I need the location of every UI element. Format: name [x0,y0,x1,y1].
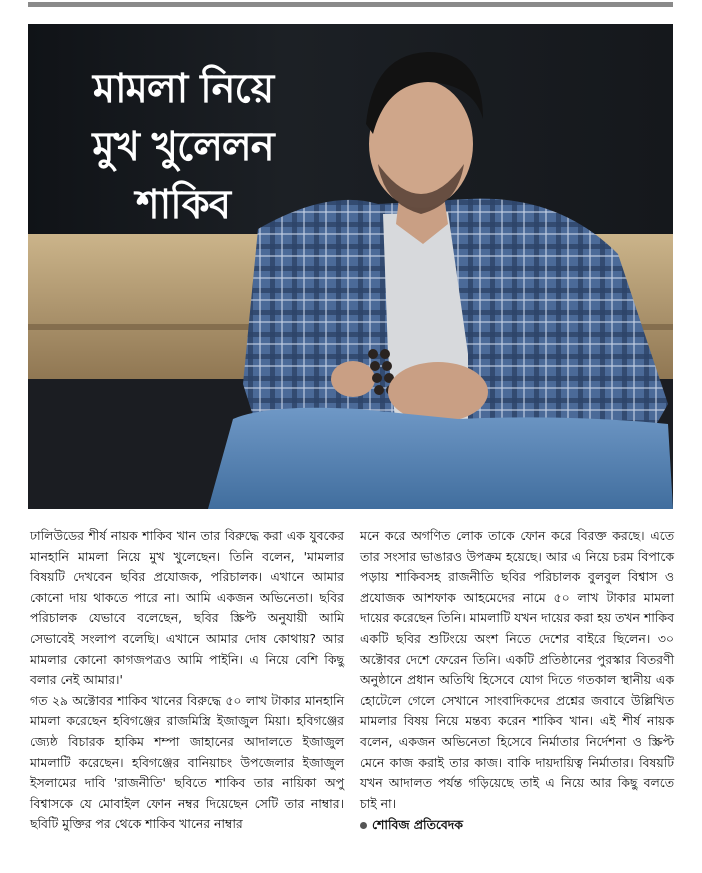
hand [388,362,488,422]
headline-line-3: শাকিব [136,182,230,228]
paragraph: ঢালিউডের শীর্ষ নায়ক শাকিব খান তার বিরুদ্ধে করা এক যুবকের মানহানি মামলা নিয়ে মুখ খুলেছেন। তিনি বলেন, 'মামলার বিষয়টি দেখবেন ছবির প্রযোজক, পরিচালক। এখানে আমার কোনো দায় থাকতে পারে না। আমি একজন অভিনেতা। ছবির পরিচালক যেভাবে বলেছেন, ছবির স্ক্রিপ্ট অনুযায়ী আমি সেভাবেই সংলাপ বলেছি। এখানে আমার দোষ কোথায়? আর মামলার কোনো কাগজপত্রও আমি পাইনি। এ নিয়ে বেশি কিছু বলার নেই আমার।' [30,528,344,688]
top-rule [28,2,673,7]
article-body [30,526,675,866]
byline [360,815,674,836]
paragraph: মনে করে অগণিত লোক তাকে ফোন করে বিরক্ত করছে। এতে তার সংসার ভাঙারও উপক্রম হয়েছে। আর এ নিয়ে চরম বিপাকে পড়ায় শাকিবসহ রাজনীতি ছবির পরিচালক বুলবুল বিশ্বাস ও প্রযোজক আশফাক আহমেদের নামে ৫০ লাখ টাকার মামলা দায়ের করেছেন তিনি। মামলাটি যখন দায়ের করা হয় তখন শাকিব একটি ছবির শুটিংয়ে অংশ নিতে দেশের বাইরে ছিলেন। ৩০ অক্টোবর দেশে ফেরেন তিনি। একটি প্রতিষ্ঠানের পুরস্কার বিতরণী অনুষ্ঠানে প্রধান অতিথি হিসেবে যোগ দিতে গতকাল স্থানীয় এক হোটেলে গেলে সেখানে সাংবাদিকদের প্রশ্নের জবাবে উল্লিখিত মামলার বিষয় নিয়ে মন্তব্য করেন শাকিব খান। এই শীর্ষ নায়ক বলেন, একজন অভিনেতা হিসেবে নির্মাতার নির্দেশনা ও স্ক্রিপ্ট মেনে কাজ করাই তার কাজ। বাকি দায়দায়িত্ব নির্মাতার। বিষয়টি যখন আদালত পর্যন্ত গড়িয়েছে তাই এ নিয়ে আর কিছু বলতে চাই না। [360,528,674,811]
byline-text: শোবিজ প্রতিবেদক [372,817,463,833]
headline-line-1: মামলা নিয়ে [92,66,274,112]
jeans [208,408,673,509]
article-column-1 [30,526,344,866]
article-photo [28,24,673,509]
headline-line-2: মুখ খুলেলন [92,124,274,170]
bullet-icon [360,822,367,829]
headline [68,60,298,234]
article-column-2 [360,526,674,866]
paragraph: গত ২৯ অক্টোবর শাকিব খানের বিরুদ্ধে ৫০ লাখ টাকার মানহানি মামলা করেছেন হবিগঞ্জের রাজমিস্ত্রি ইজাজুল মিয়া। হবিগঞ্জের জ্যেষ্ঠ বিচারক হাকিম শম্পা জাহানের আদালতে ইজাজুল মামলাটি করেছেন। হবিগঞ্জের বানিয়াচং উপজেলার ইজাজুল ইসলামের দাবি 'রাজনীতি' ছবিতে শাকিব তার নায়িকা অপু বিশ্বাসকে যে মোবাইল ফোন নম্বর দিয়েছেন সেটি তার নাম্বার। ছবিটি মুক্তির পর থেকে শাকিব খানের নাম্বার [30,692,344,832]
